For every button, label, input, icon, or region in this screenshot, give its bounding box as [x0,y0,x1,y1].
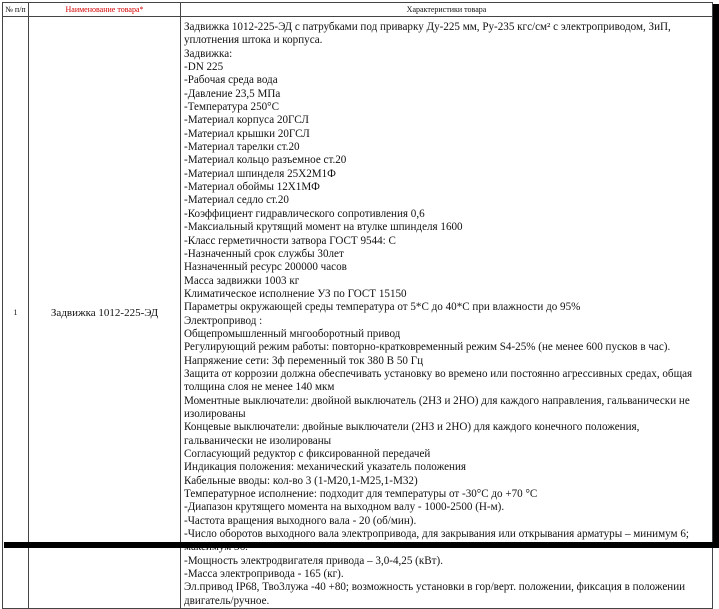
char-line: -Материал крышки 20ГСЛ [184,127,310,140]
char-line: -Коэффициент гидравлического сопротивления 0,6 [184,207,425,220]
char-line: Климатическое исполнение УЗ по ГОСТ 15150 [184,287,407,300]
char-line: Электропривод : [184,314,263,327]
char-line: -Максиальный крутящий момент на втулке шпинделя 1600 [184,221,463,234]
char-line: -Материал корпуса 20ГСЛ [184,114,309,127]
product-characteristics [181,17,713,609]
char-line: -Рабочая среда вода [184,74,278,87]
char-line: Задвижка: [184,47,233,60]
char-line: Кабельные вводы: кол-во 3 (1-М20,1-М25,1-М32) [184,474,418,487]
char-line: -Материал кольцо разъемное ст.20 [184,154,347,167]
char-line: Назначенный ресурс 200000 часов [184,261,347,274]
char-line: Концевые выключатели: двойные выключатели (2НЗ и 2НО) для каждого конечного положения, гальванически не изолированы [184,421,640,447]
char-line: Эл.привод IP68, Тво3лужа -40 +80; возможность установки в гор/верт. положении, фиксация в положении двигатель/ручное. [184,581,686,607]
page-shadow-right [713,4,719,548]
char-line: Общепромышленный мнгооборотный привод [184,327,401,340]
char-line: -Диапазон крутящего момента на выходном валу - 1000-2500 (Н-м). [184,501,505,514]
header-product-name: Наименование товара* [29,3,181,17]
char-line: -Мощность электродвигателя привода – 3,0-4,25 (кВт). [184,554,443,567]
char-line: -DN 225 [184,61,224,74]
char-line: Параметры окружающей среды температура от 5*С до 40*С при влажности до 95% [184,301,581,314]
header-num: № п/п [3,3,29,17]
char-line: -Давление 23,5 МПа [184,87,281,100]
product-table [2,2,713,609]
char-line: -Масса электропривода - 165 (кг). [184,568,344,581]
char-line: -Материал седло ст.20 [184,194,289,207]
char-line: -Частота вращения выходного вала - 20 (об/мин). [184,514,417,527]
table-row [3,17,713,609]
char-line: -Назначенный срок службы 30лет [184,247,344,260]
char-line: Напряжение сети: 3ф переменный ток 380 В 50 Гц [184,354,424,367]
char-line: -Число оборотов выходного вала электропривода, для закрывания или открывания арматуры – минимум 6; [184,528,689,541]
char-line: -Класс герметичности затвора ГОСТ 9544: С [184,234,396,247]
char-line: Моментные выключатели: двойной выключатель (2НЗ и 2НО) для каждого направления, гальванически не изолированы [184,394,690,420]
product-name: Задвижка 1012-225-ЭД [29,17,181,609]
row-number: 1 [3,17,29,609]
char-line: Защита от коррозии должна обеспечивать установку во времено или постоянно агрессивных средах, общая толщина слоя не менее 140 мкм [184,367,693,394]
char-line: Температурное исполнение: подходит для температуры от -30°С до +70 °С [184,488,538,501]
table-header-row [3,3,713,17]
char-line: -Температура 250°C [184,101,280,114]
char-line: -Материал обоймы 12Х1МФ [184,181,320,194]
char-line: Задвижка 1012-225-ЭД с патрубками под приварку Ду-225 мм, Ру-235 кгс/см² с электроприводом, ЗиП, уплотнения штока и корпуса. [184,21,671,47]
char-line: Регулирующий режим работы: повторно-кратковременный режим S4-25% (не менее 600 пусков в час). [184,341,671,354]
page-shadow-bottom [4,542,719,548]
char-line: Согласующий редуктор с фиксированной передачей [184,448,431,460]
char-line: Индикация положения: механический указатель положения [184,461,466,474]
header-characteristics: Характеристики товара [181,3,713,17]
char-line: -Материал шпинделя 25Х2М1Ф [184,167,336,180]
char-line: Масса задвижки 1003 кг [184,274,300,287]
char-line: -Материал тарелки ст.20 [184,141,300,154]
